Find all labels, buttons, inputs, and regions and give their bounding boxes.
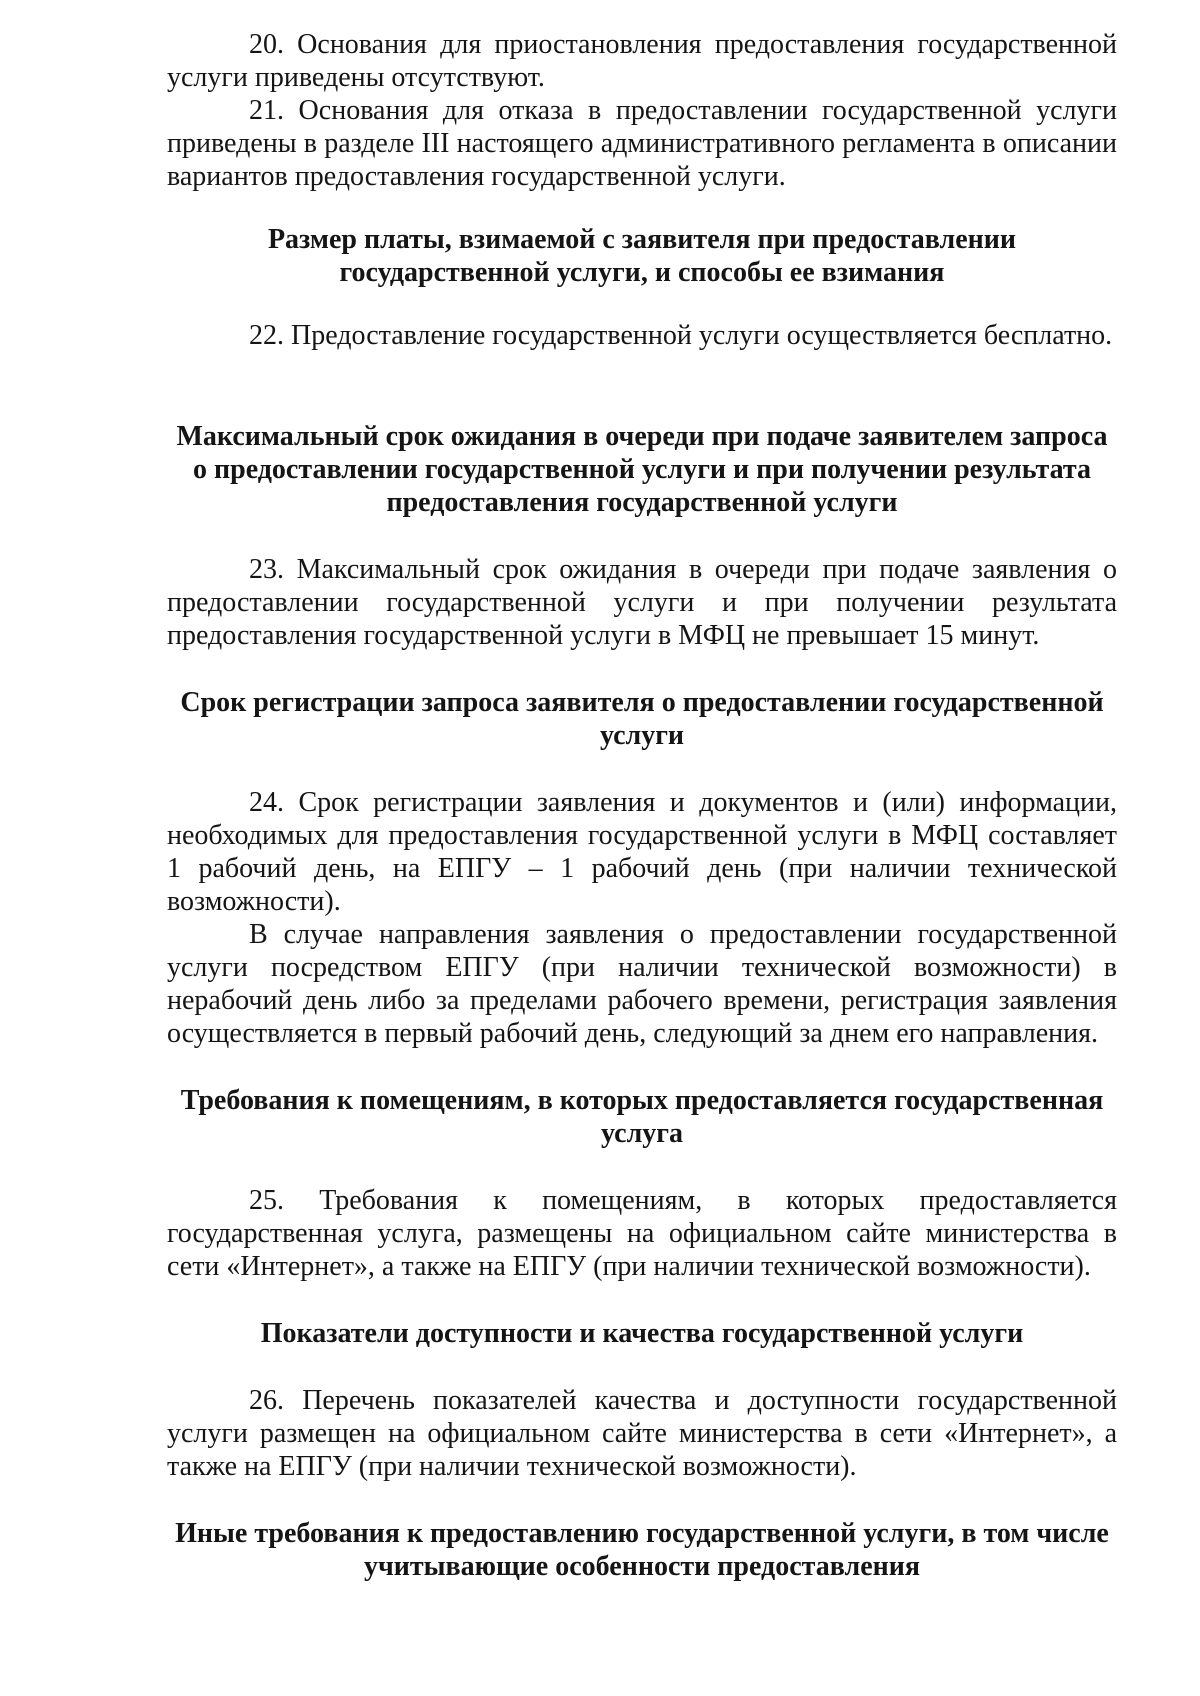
spacer — [167, 1050, 1117, 1084]
spacer — [167, 1283, 1117, 1317]
heading-quality: Показатели доступности и качества государственной услуги — [260, 1318, 1024, 1349]
spacer — [167, 352, 1117, 420]
paragraph-25: 25. Требования к помещениям, в которых предоставляется государственная услуга, размещены на официальном сайте министерства в сети «Интернет», а также на ЕПГУ (при наличии технической возможности). — [167, 1185, 1117, 1282]
heading-registration: Срок регистрации запроса заявителя о предоставлении государственной услуги — [180, 687, 1104, 751]
paragraph-24-continued: В случае направления заявления о предоставлении государственной услуги посредством ЕПГУ (при наличии технической возможности) в нерабочий день либо за пределами рабочего времени, регистрация заявления осуществляется в первый рабочий день, следующий за днем его направления. — [167, 919, 1117, 1049]
paragraph-22: 22. Предоставление государственной услуги осуществляется бесплатно. — [249, 320, 1113, 351]
spacer — [167, 289, 1117, 319]
paragraph-20: 20. Основания для приостановления предоставления государственной услуги приведены отсутствуют. — [167, 29, 1117, 93]
spacer — [167, 1350, 1117, 1384]
paragraph-24: 24. Срок регистрации заявления и документов и (или) информации, необходимых для предоставления государственной услуги в МФЦ составляет 1 рабочий день, на ЕПГУ – 1 рабочий день (при наличии технической возможности). — [167, 787, 1117, 917]
heading-other-requirements: Иные требования к предоставлению государственной услуги, в том числе учитывающие особенности предоставления — [175, 1518, 1109, 1582]
paragraph-21: 21. Основания для отказа в предоставлении государственной услуги приведены в разделе III настоящего административного регламента в описании вариантов предоставления государственной услуги. — [167, 95, 1117, 192]
heading-queue: Максимальный срок ожидания в очереди при подаче заявителем запроса о предоставлении государственной услуги и при получении результата предоставления государственной услуги — [176, 421, 1108, 518]
heading-fee: Размер платы, взимаемой с заявителя при предоставлении государственной услуги, и способы ее взимания — [267, 224, 1017, 288]
document-body — [167, 28, 1117, 1583]
spacer — [167, 652, 1117, 686]
paragraph-26: 26. Перечень показателей качества и доступности государственной услуги размещен на официальном сайте министерства в сети «Интернет», а также на ЕПГУ (при наличии технической возможности). — [167, 1385, 1117, 1482]
paragraph-23: 23. Максимальный срок ожидания в очереди при подаче заявления о предоставлении государственной услуги и при получении результата предоставления государственной услуги в МФЦ не превышает 15 минут. — [167, 554, 1117, 651]
spacer — [167, 193, 1117, 223]
spacer — [167, 519, 1117, 553]
spacer — [167, 752, 1117, 786]
spacer — [167, 1150, 1117, 1184]
spacer — [167, 1483, 1117, 1517]
heading-premises: Требования к помещениям, в которых предоставляется государственная услуга — [180, 1085, 1104, 1149]
